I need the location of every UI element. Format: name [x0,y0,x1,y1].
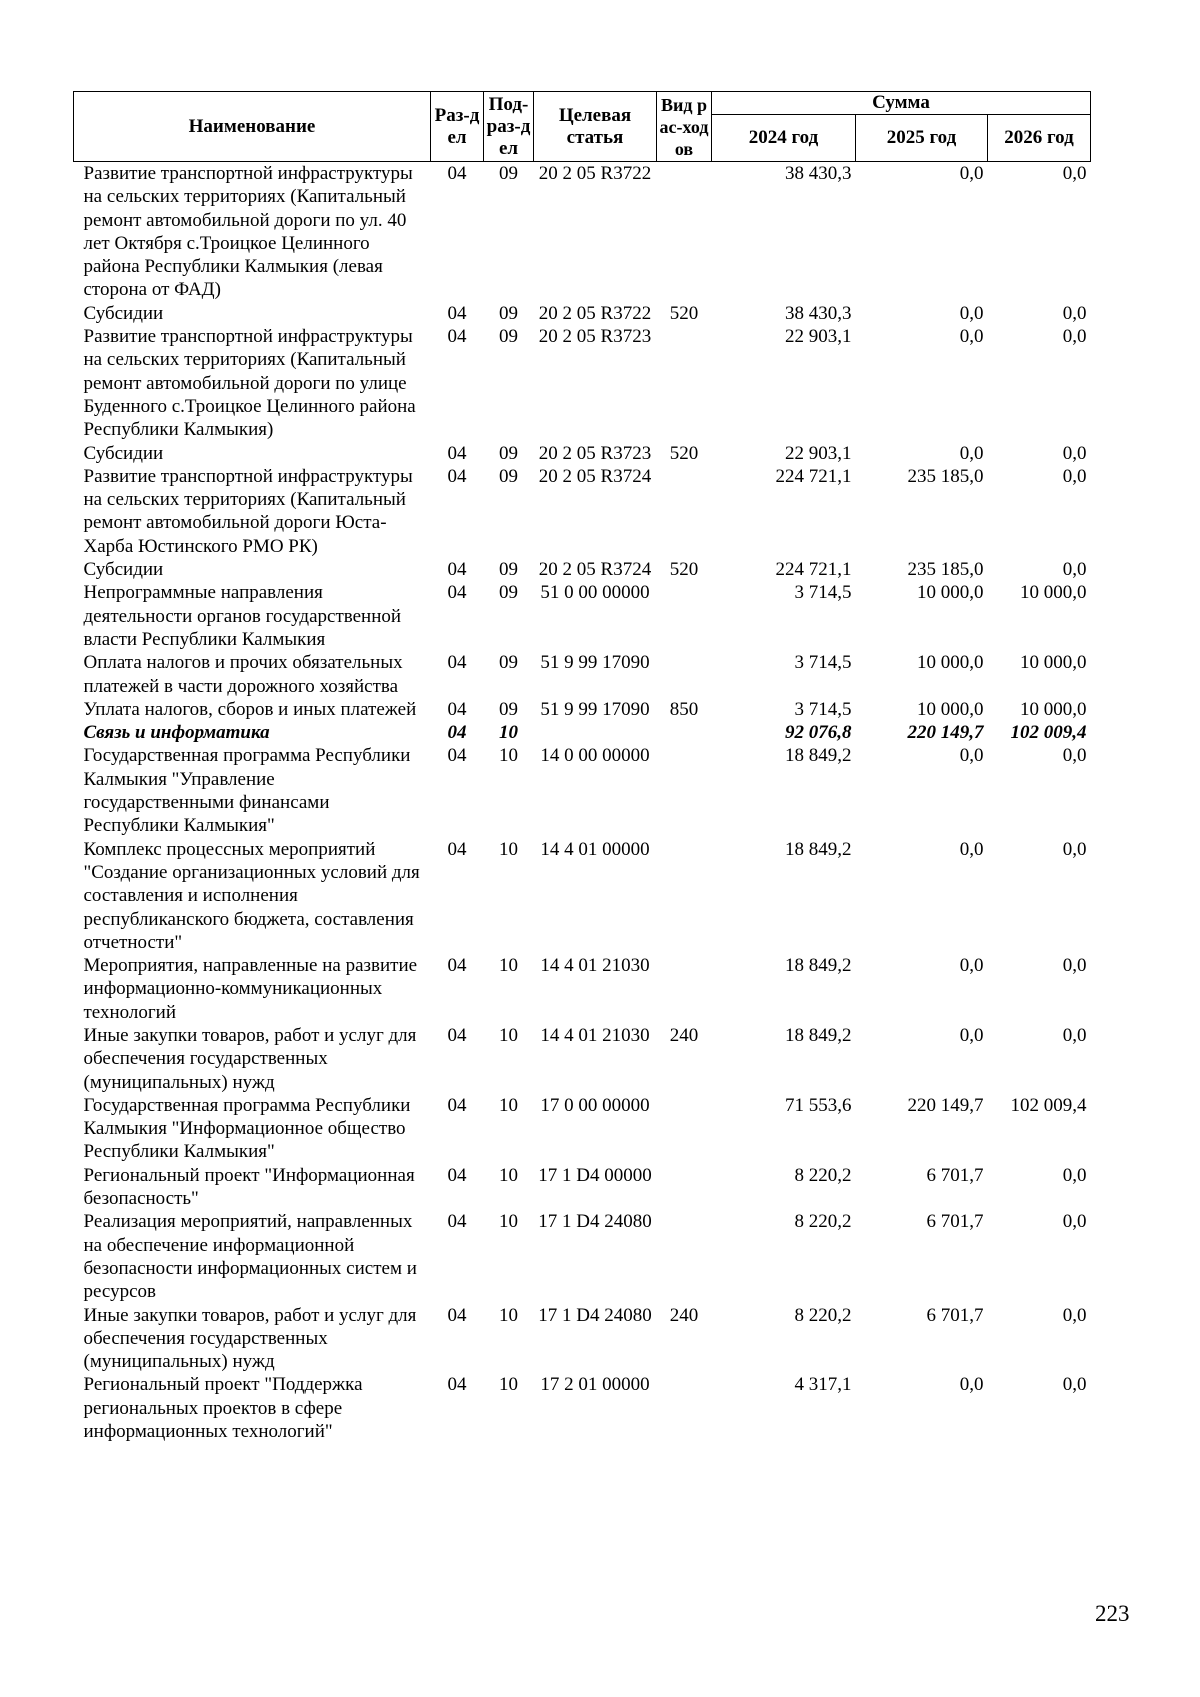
row-razdel-cell: 04 [447,745,467,767]
row-2024-cell: 8 220,2 [794,1304,852,1326]
row-celevaya-cell: 17 1 D4 00000 [538,1164,652,1186]
row-name-cell: Субсидии [83,559,164,581]
row-2026-cell: 0,0 [1062,745,1087,767]
row-2025-cell: 0,0 [959,745,984,767]
row-name-cell: Иные закупки товаров, работ и услуг для обеспечения государственных (муниципальных) нужд [83,1304,417,1373]
row-celevaya-cell: 14 4 01 00000 [540,838,650,860]
row-podrazdel-cell: 09 [499,465,518,487]
row-2026-cell: 10 000,0 [1020,582,1087,604]
row-2025-cell: 0,0 [959,955,984,977]
row-podrazdel-cell: 10 [499,838,518,860]
row-celevaya-cell [534,721,657,744]
row-celevaya-cell: 20 2 05 R3722 [538,163,652,184]
row-celevaya-cell: 51 9 99 17090 [540,652,650,674]
row-vid-cell [657,721,712,744]
row-razdel-cell: 04 [447,1164,467,1186]
row-2026-cell: 0,0 [1062,1211,1087,1233]
row-celevaya-cell: 17 0 00 00000 [540,1094,650,1116]
row-razdel-cell: 04 [447,582,467,604]
row-vid-cell: 520 [669,442,699,464]
table-row [74,651,1091,698]
row-razdel-cell: 04 [447,955,467,977]
row-name-cell: Комплекс процессных мероприятий "Создание организационных условий для составления и исполнения республиканского бюджета, составления отчетности" [83,838,420,953]
row-celevaya-cell: 17 2 01 00000 [540,1374,650,1396]
row-podrazdel-cell: 10 [499,1211,518,1233]
page-number: 223 [1095,1601,1130,1626]
row-2025-cell: 10 000,0 [917,582,984,604]
row-2025-cell: 0,0 [959,1024,984,1046]
row-2025-cell: 6 701,7 [926,1304,984,1326]
row-vid-cell [657,325,712,441]
row-2025-cell: 0,0 [959,326,984,348]
row-2024-cell: 18 849,2 [785,745,852,767]
table-row [74,1094,1091,1164]
row-celevaya-cell: 20 2 05 R3722 [538,302,652,324]
row-podrazdel-cell: 10 [499,745,518,767]
row-razdel-cell: 04 [447,302,467,324]
row-2024-cell: 38 430,3 [785,163,852,184]
row-2026-cell: 102 009,4 [1010,722,1087,744]
row-podrazdel-cell: 09 [499,326,518,348]
header-razdel: Раз-дел [431,92,484,162]
row-2026-cell: 0,0 [1062,465,1087,487]
row-celevaya-cell: 20 2 05 R3723 [538,442,652,464]
row-2024-cell: 8 220,2 [794,1211,852,1233]
table-row [74,302,1091,325]
row-name-cell: Оплата налогов и прочих обязательных платежей в части дорожного хозяйства [83,652,403,697]
row-2026-cell: 10 000,0 [1020,652,1087,674]
row-razdel-cell: 04 [447,442,467,464]
row-podrazdel-cell: 10 [499,722,518,744]
row-2024-cell: 18 849,2 [785,955,852,977]
table-row [74,442,1091,465]
row-podrazdel-cell: 09 [499,163,518,184]
table-row [74,558,1091,581]
row-razdel-cell: 04 [447,1374,467,1396]
row-vid-cell [657,954,712,1024]
row-razdel-cell: 04 [447,1024,467,1046]
row-razdel-cell: 04 [447,1094,467,1116]
row-2026-cell: 0,0 [1062,1374,1087,1396]
row-podrazdel-cell: 09 [499,442,518,464]
row-2025-cell: 0,0 [959,442,984,464]
row-vid-cell [657,1373,712,1443]
row-2025-cell: 220 149,7 [907,1094,984,1116]
row-name-cell: Региональный проект "Поддержка региональных проектов в сфере информационных технологий" [83,1374,363,1443]
table-row [74,698,1091,721]
row-razdel-cell: 04 [447,326,467,348]
row-name-cell: Государственная программа Республики Калмыкия "Управление государственными финансами Республики Калмыкия" [83,745,411,837]
row-name-cell: Субсидии [83,442,164,464]
row-celevaya-cell: 14 0 00 00000 [540,745,650,767]
row-name-cell: Связь и информатика [83,722,270,744]
row-razdel-cell: 04 [447,163,467,184]
row-vid-cell: 520 [669,302,699,324]
table-row [74,954,1091,1024]
row-2024-cell: 22 903,1 [785,442,852,464]
row-2026-cell: 0,0 [1062,955,1087,977]
row-razdel-cell: 04 [447,698,467,720]
row-name-cell: Государственная программа Республики Калмыкия "Информационное общество Республики Калмыкия" [83,1094,411,1163]
row-razdel-cell: 04 [447,838,467,860]
row-podrazdel-cell: 10 [499,1374,518,1396]
row-2024-cell: 38 430,3 [785,302,852,324]
row-podrazdel-cell: 10 [499,1024,518,1046]
row-name-cell: Реализация мероприятий, направленных на обеспечение информационной безопасности информационных систем и ресурсов [83,1211,417,1303]
row-vid-cell: 240 [669,1304,699,1326]
row-vid-cell [657,162,712,302]
row-2026-cell: 0,0 [1062,1024,1087,1046]
row-podrazdel-cell: 09 [499,652,518,674]
row-2025-cell: 10 000,0 [917,698,984,720]
table-row [74,1304,1091,1374]
table-body [74,162,1091,1444]
row-vid-cell: 520 [669,559,699,581]
row-celevaya-cell: 20 2 05 R3723 [538,326,652,348]
table-row [74,465,1091,558]
row-name-cell: Развитие транспортной инфраструктуры на сельских территориях (Капитальный ремонт автомобильной дороги по улице Буденного с.Троицкое Целинного района Республики Калмыкия) [83,326,416,441]
row-2024-cell: 3 714,5 [794,698,852,720]
row-vid-cell [657,838,712,954]
header-vid: Вид рас-ходов [657,92,712,162]
header-2024: 2024 год [712,115,856,162]
row-celevaya-cell: 14 4 01 21030 [540,1024,650,1046]
row-2025-cell: 6 701,7 [926,1164,984,1186]
row-2024-cell: 8 220,2 [794,1164,852,1186]
row-2026-cell: 0,0 [1062,559,1087,581]
row-2024-cell: 224 721,1 [775,465,852,487]
header-celevaya: Целевая статья [534,92,657,162]
row-name-cell: Непрограммные направления деятельности органов государственной власти Республики Калмыкия [83,582,402,650]
table-row [74,1164,1091,1211]
header-podrazdel: Под-раз-дел [484,92,534,162]
budget-table-page [73,91,1090,1443]
row-name-cell: Мероприятия, направленные на развитие информационно-коммуникационных технологий [83,955,418,1023]
row-podrazdel-cell: 09 [499,302,518,324]
row-2025-cell: 235 185,0 [907,559,984,581]
row-razdel-cell: 04 [447,559,467,581]
row-vid-cell: 240 [669,1024,699,1046]
row-2025-cell: 220 149,7 [907,722,984,744]
row-celevaya-cell: 20 2 05 R3724 [538,465,652,487]
table-row [74,162,1091,302]
row-name-cell: Развитие транспортной инфраструктуры на сельских территориях (Капитальный ремонт автомобильной дороги по ул. 40 лет Октября с.Троицкое Целинного района Республики Калмыкия (левая сторона от ФАД) [83,163,413,301]
header-name: Наименование [74,92,431,162]
row-2024-cell: 92 076,8 [785,722,852,744]
row-celevaya-cell: 14 4 01 21030 [540,955,650,977]
row-celevaya-cell: 17 1 D4 24080 [538,1304,652,1326]
row-2026-cell: 10 000,0 [1020,698,1087,720]
row-2026-cell: 102 009,4 [1010,1094,1087,1116]
row-2024-cell: 3 714,5 [794,582,852,604]
table-row [74,744,1091,837]
row-2025-cell: 10 000,0 [917,652,984,674]
row-podrazdel-cell: 10 [499,955,518,977]
row-2026-cell: 0,0 [1062,1164,1087,1186]
row-vid-cell [657,1210,712,1303]
header-summa: Сумма [712,92,1091,115]
row-vid-cell [657,1164,712,1211]
row-podrazdel-cell: 09 [499,698,518,720]
row-2026-cell: 0,0 [1062,1304,1087,1326]
row-2026-cell: 0,0 [1062,838,1087,860]
row-2024-cell: 18 849,2 [785,838,852,860]
row-2025-cell: 0,0 [959,1374,984,1396]
row-podrazdel-cell: 09 [499,559,518,581]
row-celevaya-cell: 51 9 99 17090 [540,698,650,720]
budget-table [73,91,1091,1443]
table-row [74,581,1091,651]
row-2025-cell: 0,0 [959,838,984,860]
header-2025: 2025 год [856,115,988,162]
row-celevaya-cell: 51 0 00 00000 [540,582,650,604]
row-2025-cell: 6 701,7 [926,1211,984,1233]
row-razdel-cell: 04 [447,652,467,674]
row-vid-cell [657,581,712,651]
row-razdel-cell: 04 [447,465,467,487]
table-row [74,1210,1091,1303]
row-razdel-cell: 04 [447,1304,467,1326]
row-podrazdel-cell: 09 [499,582,518,604]
row-vid-cell [657,1094,712,1164]
row-celevaya-cell: 17 1 D4 24080 [538,1211,652,1233]
row-2026-cell: 0,0 [1062,163,1087,184]
row-razdel-cell: 04 [447,722,467,744]
row-vid-cell [657,744,712,837]
row-2026-cell: 0,0 [1062,302,1087,324]
row-2024-cell: 3 714,5 [794,652,852,674]
table-row [74,1373,1091,1443]
header-2026: 2026 год [988,115,1091,162]
row-vid-cell: 850 [669,698,699,720]
row-celevaya-cell: 20 2 05 R3724 [538,559,652,581]
row-vid-cell [657,651,712,698]
row-name-cell: Развитие транспортной инфраструктуры на сельских территориях (Капитальный ремонт автомобильной дороги Юста-Харба Юстинского РМО РК) [83,465,413,557]
row-2024-cell: 18 849,2 [785,1024,852,1046]
row-2025-cell: 235 185,0 [907,465,984,487]
row-vid-cell [657,465,712,558]
row-2024-cell: 224 721,1 [775,559,852,581]
row-2024-cell: 71 553,6 [785,1094,852,1116]
row-2024-cell: 4 317,1 [794,1374,852,1396]
row-razdel-cell: 04 [447,1211,467,1233]
table-row [74,838,1091,954]
row-podrazdel-cell: 10 [499,1094,518,1116]
row-name-cell: Субсидии [83,302,164,324]
row-2026-cell: 0,0 [1062,326,1087,348]
row-2026-cell: 0,0 [1062,442,1087,464]
table-row [74,721,1091,744]
row-podrazdel-cell: 10 [499,1164,518,1186]
row-2024-cell: 22 903,1 [785,326,852,348]
table-row [74,1024,1091,1094]
row-name-cell: Иные закупки товаров, работ и услуг для обеспечения государственных (муниципальных) нужд [83,1024,417,1093]
row-name-cell: Уплата налогов, сборов и иных платежей [83,698,417,720]
row-podrazdel-cell: 10 [499,1304,518,1326]
row-2025-cell: 0,0 [959,163,984,184]
table-header [74,92,1091,162]
table-row [74,325,1091,441]
row-name-cell: Региональный проект "Информационная безопасность" [83,1164,415,1210]
row-2025-cell: 0,0 [959,302,984,324]
